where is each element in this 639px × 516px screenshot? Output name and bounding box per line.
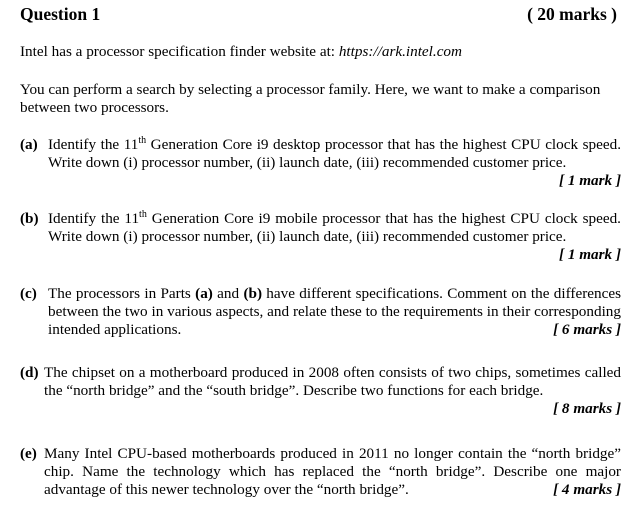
intro-search-text: You can perform a search by selecting a processor family. Here, we want to make a comparison between two processors. [20, 81, 601, 116]
intro-website [20, 43, 621, 61]
intro-website-text: Intel has a processor specification finder website at: [20, 43, 339, 60]
part-a [20, 136, 621, 190]
part-d [20, 364, 621, 418]
part-a-text: Identify the 11th Generation Core i9 desktop processor that has the highest CPU clock speed. Write down (i) processor number, (ii) launch date, (iii) recommended customer price. [ 1 mark ] [48, 134, 621, 189]
part-e-text: Many Intel CPU-based motherboards produced in 2011 no longer contain the “north bridge” chip. Name the technology which has replaced the “north bridge”. Describe one major advantage of this newer technology over the “north bridge”. [ 4 marks ] [44, 445, 621, 498]
part-a-label: (a) [20, 136, 38, 153]
question-header [20, 4, 617, 25]
question-title: Question 1 [20, 4, 101, 24]
intro-website-url: https://ark.intel.com [338, 43, 462, 60]
part-c-marks: [ 6 marks ] [553, 321, 621, 338]
part-b-marks: [ 1 mark ] [558, 246, 621, 263]
part-c [20, 285, 621, 339]
part-c-text: The processors in Parts (a) and (b) have different specifications. Comment on the differences between the two in various aspects, and relate these to the requirements in their corresponding intended applications. [ 6 marks ] [48, 285, 621, 338]
part-e-marks: [ 4 marks ] [553, 481, 621, 498]
part-e [20, 445, 621, 499]
part-b [20, 210, 621, 264]
part-d-label: (d) [20, 364, 39, 381]
part-e-label: (e) [20, 445, 37, 462]
part-b-label: (b) [20, 210, 39, 227]
part-d-text: The chipset on a motherboard produced in 2008 often consists of two chips, sometimes called the “north bridge” and the “south bridge”. Describe two functions for each bridge. [ 8 marks ] [44, 364, 621, 417]
part-d-marks: [ 8 marks ] [553, 400, 621, 417]
part-c-label: (c) [20, 285, 37, 302]
part-b-text: Identify the 11th Generation Core i9 mobile processor that has the highest CPU clock speed. Write down (i) processor number, (ii) launch date, (iii) recommended customer price. [ 1 mark ] [48, 208, 621, 263]
part-a-marks: [ 1 mark ] [558, 172, 621, 189]
question-total-marks: ( 20 marks ) [527, 4, 617, 24]
